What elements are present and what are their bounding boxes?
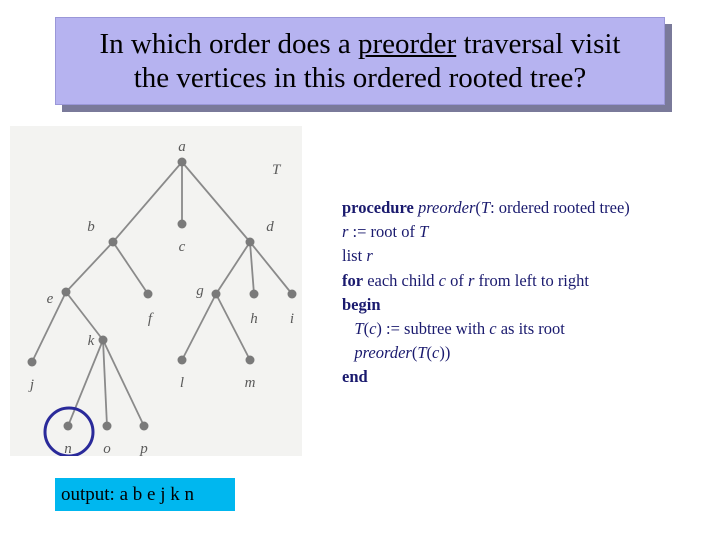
- tree-node-label-n: n: [64, 441, 72, 456]
- tree-node-label-c: c: [178, 239, 186, 255]
- tree-edge-a-b: [113, 162, 182, 242]
- tree-node-label-g: g: [196, 283, 204, 299]
- code-line-1: procedure preorder(T: ordered rooted tree): [342, 198, 630, 217]
- tree-node-label-k: k: [87, 333, 95, 349]
- title-line-2: the vertices in this ordered rooted tree?: [133, 62, 587, 94]
- tree-edge-g-l: [182, 294, 216, 360]
- tree-node-a: [178, 158, 187, 167]
- tree-node-m: [246, 356, 255, 365]
- tree-svg: [10, 126, 302, 456]
- tree-node-label-o: o: [103, 441, 111, 456]
- tree-node-l: [178, 356, 187, 365]
- tree-node-c: [178, 220, 187, 229]
- tree-node-label-l: l: [179, 375, 185, 391]
- code-line-2: r := root of T: [342, 222, 429, 242]
- code-line-8: end: [342, 367, 368, 387]
- tree-edge-d-h: [250, 242, 254, 294]
- tree-edge-b-f: [113, 242, 148, 294]
- tree-edge-d-g: [216, 242, 250, 294]
- code-line-6: T(c) := subtree with c as its root: [354, 319, 565, 339]
- title-keyword: preorder: [357, 28, 457, 60]
- tree-node-b: [109, 238, 118, 247]
- tree-node-k: [99, 336, 108, 345]
- title-line-1: [99, 27, 620, 61]
- tree-node-label-e: e: [46, 291, 54, 307]
- tree-node-label-a: a: [178, 139, 186, 155]
- tree-edge-e-k: [66, 292, 103, 340]
- tree-edge-b-e: [66, 242, 113, 292]
- tree-node-g: [212, 290, 221, 299]
- output-box: [55, 478, 235, 511]
- tree-node-label-h: h: [250, 311, 258, 327]
- code-line-3: list r: [342, 246, 373, 266]
- tree-node-label-i: i: [289, 311, 295, 327]
- tree-edge-a-d: [182, 162, 250, 242]
- slide-title: [55, 17, 665, 105]
- tree-node-label-m: m: [244, 375, 256, 391]
- tree-node-i: [288, 290, 297, 299]
- output-text: output: a b e j k n: [61, 484, 194, 505]
- tree-node-j: [28, 358, 37, 367]
- tree-edge-g-m: [216, 294, 250, 360]
- tree-edge-d-i: [250, 242, 292, 294]
- title-text-before: In which order does a: [99, 28, 358, 60]
- tree-name-label: T: [272, 162, 281, 178]
- tree-edge-k-o: [103, 340, 107, 426]
- code-line-7: preorder(T(c)): [354, 343, 451, 363]
- title-text-after: traversal visit: [456, 28, 621, 60]
- code-line-5: begin: [342, 294, 381, 314]
- pseudocode-block: [342, 196, 630, 390]
- tree-node-label-d: d: [266, 219, 274, 235]
- tree-node-label-j: j: [29, 377, 35, 393]
- tree-node-d: [246, 238, 255, 247]
- tree-node-label-f: f: [147, 311, 153, 327]
- tree-node-h: [250, 290, 259, 299]
- tree-diagram: [10, 126, 302, 456]
- tree-node-p: [140, 422, 149, 431]
- tree-node-label-p: p: [140, 441, 148, 456]
- code-line-4: for each child c of r from left to right: [342, 270, 589, 290]
- tree-node-n: [64, 422, 73, 431]
- tree-node-e: [62, 288, 71, 297]
- tree-node-o: [103, 422, 112, 431]
- tree-node-label-b: b: [87, 219, 95, 235]
- tree-node-f: [144, 290, 153, 299]
- tree-edge-k-p: [103, 340, 144, 426]
